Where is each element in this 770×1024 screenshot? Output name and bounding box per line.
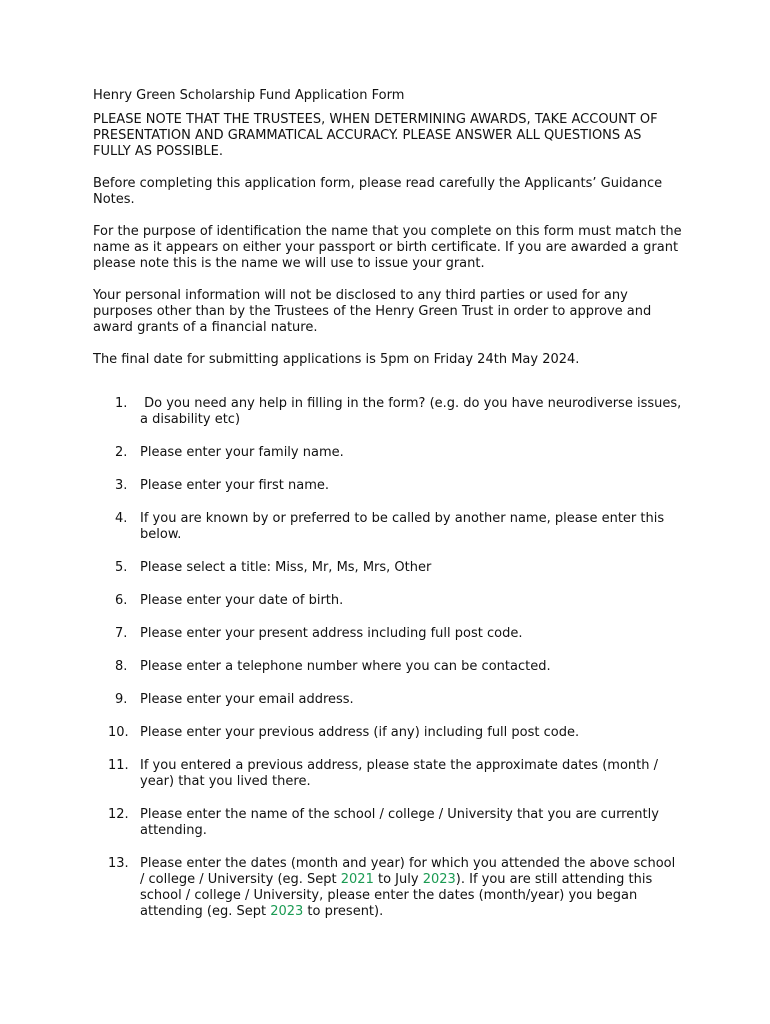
question-item [93,856,683,920]
question-item [93,626,683,642]
question-text-part: Please enter the dates (month and year) for which you attended the above school / college / University (eg. Sept [140,856,680,887]
question-item [93,593,683,609]
guidance-paragraph: Before completing this application form, please read carefully the Applicants’ Guidance Notes. [93,176,663,207]
question-text-part: to July [373,872,423,887]
question-text: Please enter the name of the school / college / University that you are currently attending. [140,807,659,838]
question-number: 2. [115,445,128,460]
question-number: 5. [115,560,128,575]
year-highlight: 2021 [340,872,374,887]
question-list [93,396,686,920]
question-item [93,511,683,543]
question-number: 3. [115,478,128,493]
question-item [93,725,683,741]
deadline-paragraph: The final date for submitting applications is 5pm on Friday 24th May 2024. [93,352,580,367]
question-item [93,396,686,428]
question-number: 7. [115,626,128,641]
question-text: Please select a title: Miss, Mr, Ms, Mrs, Other [140,560,432,575]
question-number: 4. [115,511,128,526]
question-item [93,758,683,790]
question-number: 1. [115,396,128,411]
question-text: Please enter your first name. [140,478,330,493]
question-number: 8. [115,659,128,674]
question-text: Please enter your family name. [140,445,344,460]
question-item [93,445,683,461]
year-highlight: 2023 [422,872,456,887]
question-number: 6. [115,593,128,608]
question-number: 11. [108,758,129,773]
question-text-part: ). If you are still attending this school / college / University, please enter the dates (month/year) you began attending (eg. Sept [140,872,657,919]
question-text: If you are known by or preferred to be called by another name, please enter this below. [140,511,665,542]
document-body [93,88,686,937]
question-text-part: to present). [303,904,384,919]
question-text: Please enter your previous address (if any) including full post code. [140,725,580,740]
question-text: Please enter your email address. [140,692,354,707]
privacy-paragraph: Your personal information will not be disclosed to any third parties or used for any purposes other than by the Trustees of the Henry Green Trust in order to approve and award grants of a financial nature. [93,288,652,335]
question-text: Please enter a telephone number where you can be contacted. [140,659,551,674]
question-item [93,560,683,576]
question-item [93,692,683,708]
notice-paragraph: PLEASE NOTE THAT THE TRUSTEES, WHEN DETERMINING AWARDS, TAKE ACCOUNT OF PRESENTATION AND GRAMMATICAL ACCURACY. PLEASE ANSWER ALL QUESTIONS AS FULLY AS POSSIBLE. [93,112,658,159]
question-item [93,659,683,675]
question-number: 10. [108,725,129,740]
question-text: Please enter your date of birth. [140,593,344,608]
question-text: Do you need any help in filling in the form? (e.g. do you have neurodiverse issues, a disability etc) [140,396,686,427]
question-item [93,478,683,494]
year-highlight: 2023 [270,904,304,919]
question-number: 9. [115,692,128,707]
question-item [93,807,683,839]
question-text: Please enter your present address including full post code. [140,626,523,641]
question-text: If you entered a previous address, please state the approximate dates (month / year) that you lived there. [140,758,658,789]
question-text [140,856,679,919]
question-number: 13. [108,856,129,871]
form-title: Henry Green Scholarship Fund Application Form [93,88,405,103]
identification-paragraph: For the purpose of identification the name that you complete on this form must match the name as it appears on either your passport or birth certificate. If you are awarded a grant please note this is the name we will use to issue your grant. [93,224,682,271]
question-number: 12. [108,807,129,822]
